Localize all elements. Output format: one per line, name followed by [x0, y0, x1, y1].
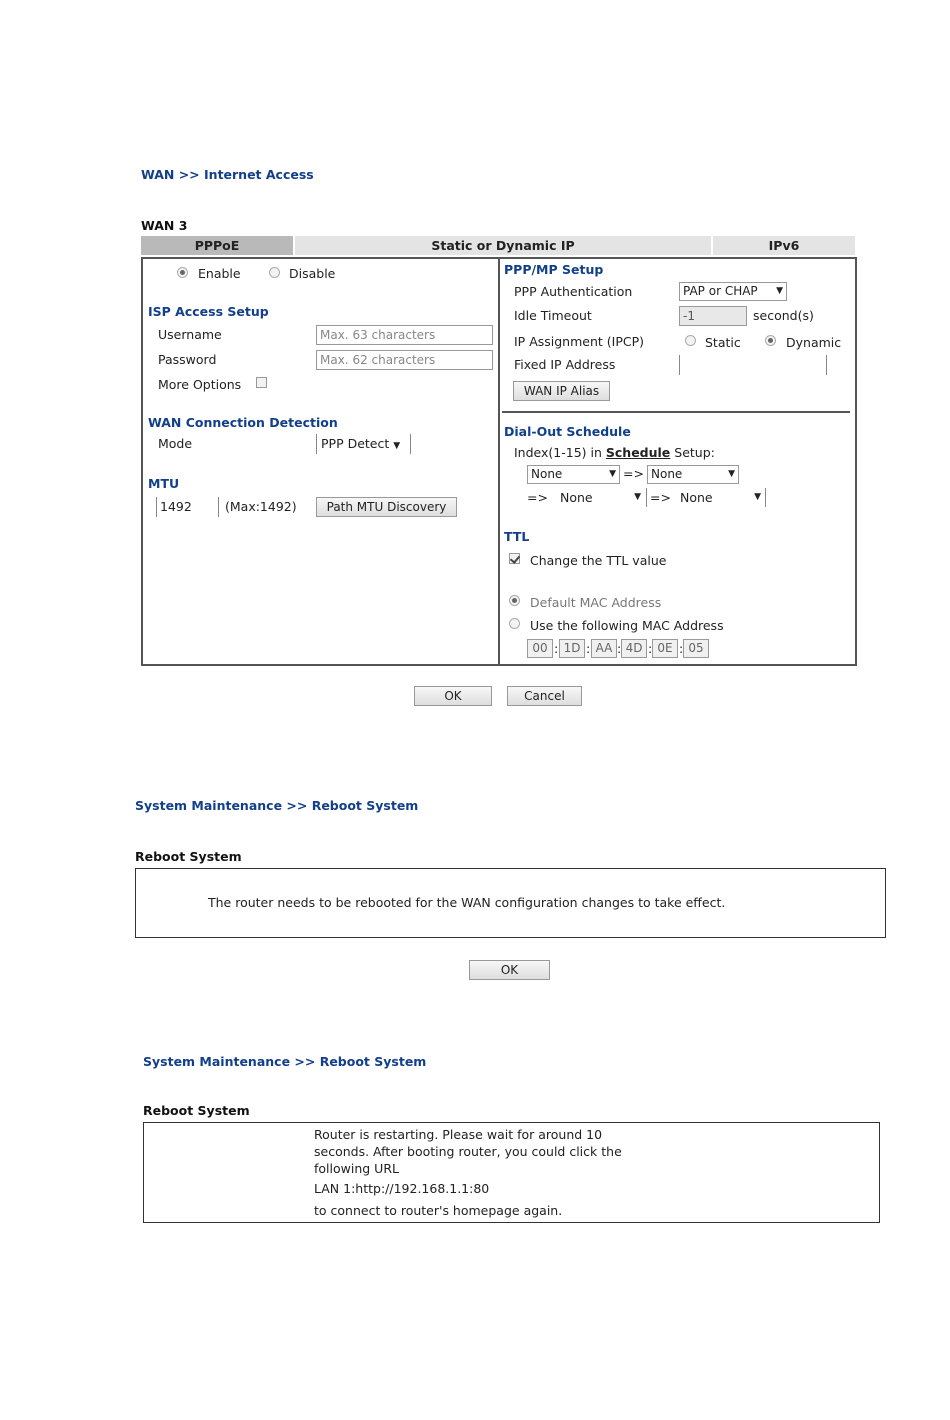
restart-message-box — [143, 1122, 880, 1223]
schedule-value-3: None — [560, 490, 593, 505]
mac-separator: : — [554, 641, 559, 656]
schedule-select-1[interactable] — [527, 465, 620, 484]
mtu-max-label: (Max:1492) — [225, 499, 297, 514]
cancel-button[interactable]: Cancel — [507, 686, 582, 706]
default-mac-label: Default MAC Address — [530, 595, 662, 610]
schedule-arrow-3: => — [650, 490, 671, 505]
fixed-ip-input-edge-right — [826, 355, 827, 375]
mac-octet-4[interactable]: 4D — [621, 639, 647, 658]
tab-static-dynamic-ip[interactable]: Static or Dynamic IP — [293, 236, 711, 255]
ppp-mp-setup-heading: PPP/MP Setup — [504, 262, 604, 277]
isp-access-setup-heading: ISP Access Setup — [148, 304, 269, 319]
mtu-input[interactable]: 1492 — [160, 499, 192, 514]
dial-out-schedule-heading: Dial-Out Schedule — [504, 424, 631, 439]
default-mac-radio[interactable] — [509, 595, 520, 606]
path-mtu-discovery-button[interactable]: Path MTU Discovery — [316, 497, 457, 517]
mac-octet-5[interactable]: 0E — [652, 639, 678, 658]
use-mac-label: Use the following MAC Address — [530, 618, 724, 633]
ok-button[interactable]: OK — [414, 686, 492, 706]
reboot-message-box — [135, 868, 886, 938]
schedule-value-4: None — [680, 490, 713, 505]
reboot-ok-button[interactable]: OK — [469, 960, 550, 980]
breadcrumb: System Maintenance >> Reboot System — [135, 798, 419, 813]
disable-label: Disable — [289, 266, 336, 281]
restart-line-3: following URL — [314, 1161, 399, 1176]
more-options-checkbox[interactable] — [256, 377, 267, 388]
mtu-input-edge-right — [218, 497, 219, 517]
mtu-input-edge — [156, 497, 157, 517]
username-input[interactable]: Max. 63 characters — [316, 325, 493, 345]
chevron-down-icon: ▼ — [609, 469, 616, 479]
mac-octet-6[interactable]: 05 — [683, 639, 709, 658]
chevron-down-icon: ▼ — [634, 492, 641, 502]
mac-octet-1[interactable]: 00 — [527, 639, 553, 658]
restart-line-2: seconds. After booting router, you could click the — [314, 1144, 622, 1159]
chevron-down-icon: ▼ — [728, 469, 735, 479]
dynamic-label: Dynamic — [786, 335, 842, 350]
index-suffix: Setup: — [674, 445, 715, 460]
chevron-down-icon: ▼ — [393, 441, 401, 451]
username-label: Username — [158, 327, 222, 342]
wan-connection-detection-heading: WAN Connection Detection — [148, 415, 338, 430]
chevron-down-icon: ▼ — [754, 492, 761, 502]
schedule-select-2[interactable] — [647, 465, 739, 484]
mac-separator: : — [679, 641, 684, 656]
tab-bar — [141, 236, 855, 255]
idle-timeout-input[interactable]: -1 — [679, 306, 747, 326]
idle-timeout-unit: second(s) — [753, 308, 814, 323]
tab-ipv6[interactable]: IPv6 — [711, 236, 855, 255]
fixed-ip-label: Fixed IP Address — [514, 357, 616, 372]
schedule-select-3-edge — [646, 488, 647, 507]
password-input[interactable]: Max. 62 characters — [316, 350, 493, 370]
idle-timeout-label: Idle Timeout — [514, 308, 592, 323]
schedule-arrow-2: => — [527, 490, 548, 505]
ip-assignment-label: IP Assignment (IPCP) — [514, 334, 645, 349]
schedule-value-2: None — [651, 467, 683, 481]
schedule-select-4-edge — [765, 488, 766, 507]
schedule-select-3[interactable] — [560, 490, 644, 505]
reboot-message: The router needs to be rebooted for the WAN configuration changes to take effect. — [208, 895, 726, 910]
mac-octet-3[interactable]: AA — [591, 639, 617, 658]
mac-separator: : — [586, 641, 591, 656]
mac-separator: : — [617, 641, 622, 656]
password-label: Password — [158, 352, 217, 367]
dynamic-radio[interactable] — [765, 335, 776, 346]
fixed-ip-input-edge — [679, 355, 680, 375]
ppp-authentication-value: PAP or CHAP — [683, 284, 758, 298]
static-radio[interactable] — [685, 335, 696, 346]
static-label: Static — [705, 335, 741, 350]
more-options-label: More Options — [158, 377, 242, 392]
mode-label: Mode — [158, 436, 193, 451]
section-separator — [502, 411, 850, 413]
mode-select[interactable] — [321, 436, 400, 451]
chevron-down-icon: ▼ — [776, 286, 783, 296]
schedule-index-text — [514, 445, 715, 460]
use-mac-radio[interactable] — [509, 618, 520, 629]
panel-divider — [498, 259, 500, 664]
schedule-select-4[interactable] — [680, 490, 764, 505]
breadcrumb: WAN >> Internet Access — [141, 167, 314, 182]
mac-octet-2[interactable]: 1D — [559, 639, 585, 658]
enable-radio[interactable] — [177, 267, 188, 278]
schedule-link[interactable]: Schedule — [605, 445, 671, 460]
section-title: Reboot System — [135, 849, 242, 864]
mac-separator: : — [648, 641, 653, 656]
lan-url-link[interactable]: LAN 1:http://192.168.1.1:80 — [314, 1181, 490, 1196]
ttl-heading: TTL — [504, 529, 530, 544]
mode-divider — [316, 434, 317, 454]
breadcrumb: System Maintenance >> Reboot System — [143, 1054, 427, 1069]
mode-value: PPP Detect — [321, 436, 390, 451]
restart-line-1: Router is restarting. Please wait for around 10 — [314, 1127, 603, 1142]
section-title: Reboot System — [143, 1103, 250, 1118]
enable-label: Enable — [198, 266, 241, 281]
wan-ip-alias-button[interactable]: WAN IP Alias — [513, 381, 610, 401]
disable-radio[interactable] — [269, 267, 280, 278]
ppp-authentication-select[interactable] — [679, 282, 787, 301]
change-ttl-checkbox[interactable] — [509, 553, 520, 564]
ppp-authentication-label: PPP Authentication — [514, 284, 633, 299]
section-title: WAN 3 — [141, 218, 188, 233]
fixed-ip-input[interactable] — [681, 355, 826, 375]
mode-select-edge — [410, 434, 411, 454]
mtu-heading: MTU — [148, 476, 180, 491]
schedule-value-1: None — [531, 467, 563, 481]
index-prefix: Index(1-15) in — [514, 445, 602, 460]
schedule-arrow-1: => — [623, 466, 644, 481]
tab-pppoe[interactable]: PPPoE — [141, 236, 293, 255]
restart-line-5: to connect to router's homepage again. — [314, 1203, 563, 1218]
change-ttl-label: Change the TTL value — [530, 553, 667, 568]
